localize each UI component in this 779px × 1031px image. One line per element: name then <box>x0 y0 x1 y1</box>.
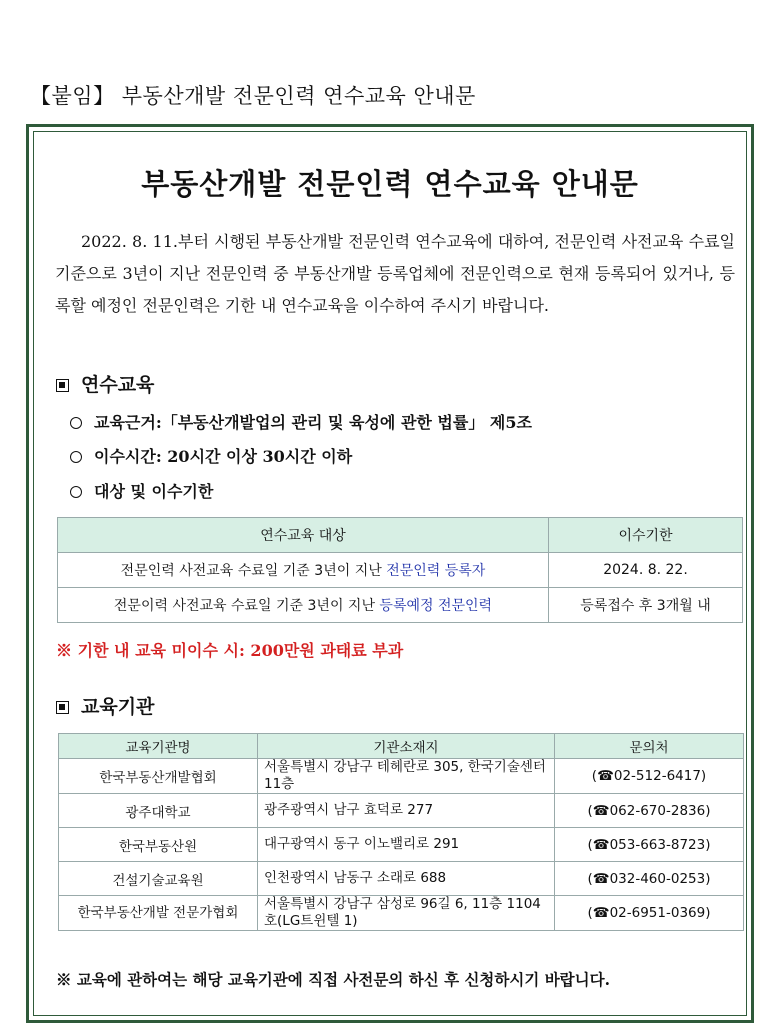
footer-note: ※ 교육에 관하여는 해당 교육기관에 직접 사전문의 하신 후 신청하시기 바랍니다. <box>56 970 610 989</box>
intro-text: 2022. 8. 11.부터 시행된 부동산개발 전문인력 연수교육에 대하여, 전문인력 사전교육 수료일 기준으로 3년이 지난 전문인력 중 부동산개발 등록업체에 전문인력으로 현재 등록되어 있거나, 등록할 예정인 전문인력은 기한 내 연수교육을 이수하여 주시기 바랍니다. <box>55 232 735 315</box>
section-training-title: 연수교육 <box>81 374 155 396</box>
institution-contact: (☎02-512-6417) <box>555 759 744 794</box>
list-item-text: 교육근거:「부동산개발업의 관리 및 육성에 관한 법률」 제5조 <box>94 413 532 432</box>
table-row <box>59 759 744 794</box>
list-item <box>70 479 213 502</box>
column-header: 문의처 <box>555 734 744 759</box>
table-cell <box>58 588 549 623</box>
institution-name: 한국부동산원 <box>59 828 258 862</box>
attachment-heading: 【붙임】 부동산개발 전문인력 연수교육 안내문 <box>30 84 476 108</box>
table-row <box>59 828 744 862</box>
list-item-text: 대상 및 이수기한 <box>94 482 214 501</box>
table-cell <box>58 553 549 588</box>
target-prefix: 전문이력 사전교육 수료일 기준 3년이 지난 <box>113 598 380 614</box>
circle-bullet-icon <box>70 417 82 429</box>
table-row <box>59 794 744 828</box>
institution-address: 인천광역시 남동구 소래로 688 <box>258 862 555 896</box>
section-training-heading <box>56 370 154 397</box>
table-header-row <box>59 734 744 759</box>
square-bullet-icon <box>56 379 69 392</box>
column-header: 기관소재지 <box>258 734 555 759</box>
square-bullet-icon <box>56 701 69 714</box>
circle-bullet-icon <box>70 451 82 463</box>
institution-name: 한국부동산개발 전문가협회 <box>59 896 258 931</box>
column-header: 교육기관명 <box>59 734 258 759</box>
column-header: 연수교육 대상 <box>58 518 549 553</box>
section-institution-title: 교육기관 <box>81 696 155 718</box>
target-prefix: 전문인력 사전교육 수료일 기준 3년이 지난 <box>120 563 387 579</box>
institution-name: 건설기술교육원 <box>59 862 258 896</box>
table-row <box>59 896 744 931</box>
institution-contact: (☎032-460-0253) <box>555 862 744 896</box>
institution-address: 대구광역시 동구 이노밸리로 291 <box>258 828 555 862</box>
institution-contact: (☎053-663-8723) <box>555 828 744 862</box>
notice-frame <box>26 124 754 1023</box>
penalty-warning: ※ 기한 내 교육 미이수 시: 200만원 과태료 부과 <box>56 641 404 660</box>
training-target-table <box>57 517 743 623</box>
table-cell: 등록접수 후 3개월 내 <box>549 588 743 623</box>
table-row <box>58 588 743 623</box>
circle-bullet-icon <box>70 486 82 498</box>
page-title: 부동산개발 전문인력 연수교육 안내문 <box>141 167 639 201</box>
institution-table <box>58 733 744 931</box>
list-item <box>70 410 532 433</box>
table-header-row <box>58 518 743 553</box>
table-cell: 2024. 8. 22. <box>549 553 743 588</box>
list-item-text: 이수시간: 20시간 이상 30시간 이하 <box>94 447 353 466</box>
institution-name: 한국부동산개발협회 <box>59 759 258 794</box>
target-highlight: 등록예정 전문인력 <box>379 598 493 614</box>
list-item <box>70 444 352 467</box>
table-row <box>58 553 743 588</box>
table-row <box>59 862 744 896</box>
intro-paragraph <box>55 226 735 322</box>
institution-address: 서울특별시 강남구 삼성로 96길 6, 11층 1104호(LG트윈텔 1) <box>258 896 555 931</box>
section-institution-heading <box>56 692 154 719</box>
target-highlight: 전문인력 등록자 <box>386 563 486 579</box>
notice-inner-frame <box>33 131 747 1016</box>
institution-address: 광주광역시 남구 효덕로 277 <box>258 794 555 828</box>
institution-contact: (☎062-670-2836) <box>555 794 744 828</box>
column-header: 이수기한 <box>549 518 743 553</box>
institution-contact: (☎02-6951-0369) <box>555 896 744 931</box>
institution-name: 광주대학교 <box>59 794 258 828</box>
institution-address: 서울특별시 강남구 테헤란로 305, 한국기술센터 11층 <box>258 759 555 794</box>
